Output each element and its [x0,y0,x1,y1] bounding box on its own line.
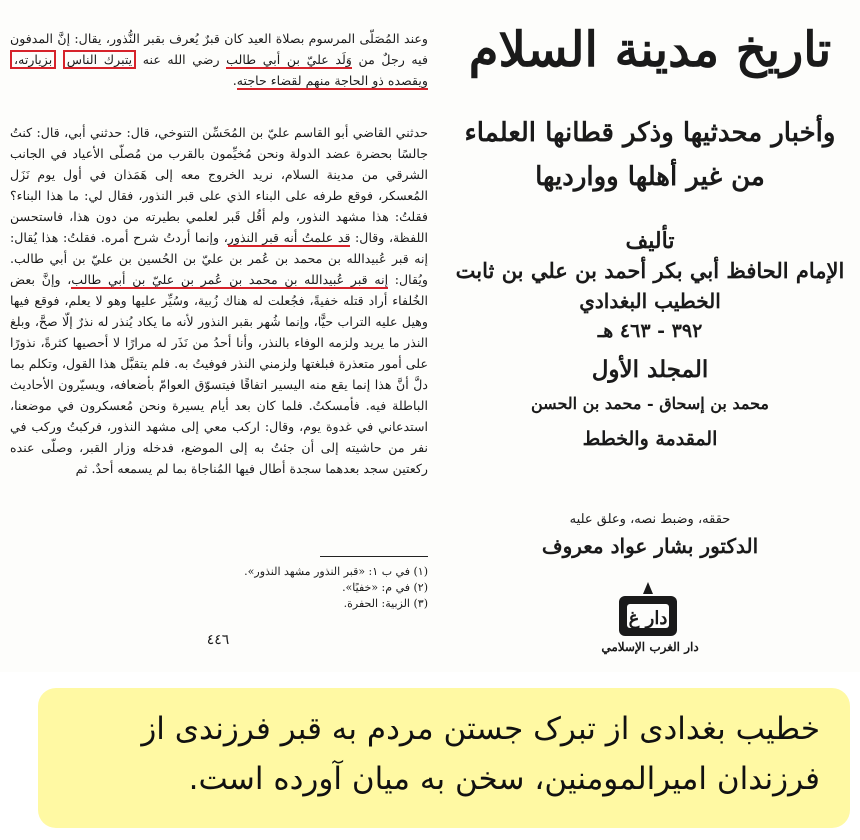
paragraph-1 [10,28,428,91]
footnote-divider [320,556,428,557]
volume-label: المجلد الأول [591,356,709,383]
text-page [8,28,428,668]
publisher-logo [605,580,691,642]
para2-c: ، وإنَّ بعض الخُلفاء أراد قتله خفيةً، فجُعلت له هناك زُبية، وسُيِّر عليها وهو لا يعلم، فوقع فيها وهيل عليه التراب حيًّا، وإنما شُهر بقبر النذور لأنه ما يكاد يُنذر له نذرٌ إلّا صحَّ، وبلغ النذر ما يريد ولزمه الوفاء بالنذر، وأنا أحدُ من نَذَر له مرارًا لا أحصيها كثرةً، نذورًا على أمور متعذرة فبلغتها ولزمني النذر فوفيتُ به. فلم يتقبَّل هذا القول، وتكلم بما دلَّ أنَّ هذا إنما يقع منه اليسير اتفاقًا فيتسوّق العوامّ بأضعافه، ويسيّرون الأحاديث الباطلة فيه. فأمسكتُ. فلما كان بعد أيام يسيرة ونحن مُعسكرون في موضعنا، استدعاني في غدوة يوم، وقال: اركب معي إلى مشهد النذور، فركبتُ وركب في نفر من حاشيته إلى أن جئتُ به إلى الموضع، فدخله وزار القبر، وصلّى عنده ركعتين سجد بعدهما سجدة أطال فيها المُناجاة بما لم يسمعه أحدٌ. ثم [10,272,428,476]
book-title: تاريخ مدينة السلام [468,22,832,78]
publisher-logo-letters: دار غ [628,608,668,629]
narrators-names: محمد بن إسحاق - محمد بن الحسن [531,394,769,413]
para1-before: وعند المُصَلّى المرسوم بصلاة العيد كان قبرٌ يُعرف بقبر النُّذور، يقال: إنَّ المدفون فيه رجلٌ من [10,31,428,67]
paragraph-2 [10,122,428,479]
para1-end: . [232,73,237,88]
underline-haja: ويقصده ذو الحاجة منهم لقضاء حاجته [236,73,428,88]
author-name: الإمام الحافظ أبي بكر أحمد بن علي بن ثابت [455,258,845,283]
footnotes [10,564,428,612]
caption-text: خطیب بغدادی از تبرک جستن مردم به قبر فرزندی از فرزندان امیرالمومنین، سخن به میان آورده است. [141,711,820,797]
underline-qabr-ubaydullah: إنه قبر عُبيدالله بن محمد بن عُمر بن عليّ بن أبي طالب [71,272,389,287]
para2-b: ، وإنما أردتُ شرح أمره. فقلتُ: هذا يُقال: إنه قبر عُبيدالله بن محمد بن عُمر بن عليّ بن الحُسين بن عليّ بن أبي طالب. ويُقال: [10,230,428,287]
author-years: ٣٩٢ - ٤٦٣ هـ [597,320,703,342]
footnote-1: (١) في ب ١: «قبر النذور مشهد النذور». [244,565,428,578]
para2-a: حدثني القاضي أبو القاسم عليّ بن المُحَسِّن التنوخي، قال: حدثني أبي، قال: كنتُ جالسًا بحضرة عضد الدولة ونحن مُخيِّمون بالقرب من مُصلّى الأعياد في الجانب الشرقي من مدينة السلام، نريد الخروج معه إلى هَمَذان في أول يوم نَزَل المُعسكر، فوقع طرفه على البناء الذي على قبر النذور، فقال لي: ما هذا البناء؟ فقلتُ: هذا مشهد النذور، ولم أقُل قَبر لعلمي بطيرته من دون هذا، فاستحسن اللفظة، وقال: [10,125,428,245]
footnote-3: (٣) الزبية: الحفرة. [343,597,428,610]
author-nisba: الخطيب البغدادي [579,289,721,313]
caption-box [38,688,850,828]
book-subtitle-line1: وأخبار محدثيها وذكر قطانها العلماء [464,118,836,148]
section-title: المقدمة والخطط [582,428,718,450]
underline-ali-descendant: وَلَد عليّ بن أبي طالب [226,52,352,67]
page-number: ٤٤٦ [206,632,230,648]
highlight-box-tabarruk: يتبرك الناس [63,50,136,69]
highlight-box-ziyarat: بزيارته، [10,50,56,69]
muhaqqiq-label: حققه، وضبط نصه، وعلق عليه [569,512,731,527]
talif-label: تأليف [625,228,675,254]
publisher-name: دار الغرب الإسلامي [601,640,699,654]
footnote-2: (٢) في م: «خفيًا». [342,581,428,594]
title-page [445,10,855,660]
editor-name: الدكتور بشار عواد معروف [541,534,759,558]
para1-mid: رضي الله عنه [136,52,227,67]
book-subtitle-line2: من غير أهلها ووارديها [535,162,765,192]
underline-qabr-nudhur: قد علمتُ أنه قبر النذور [227,230,351,245]
